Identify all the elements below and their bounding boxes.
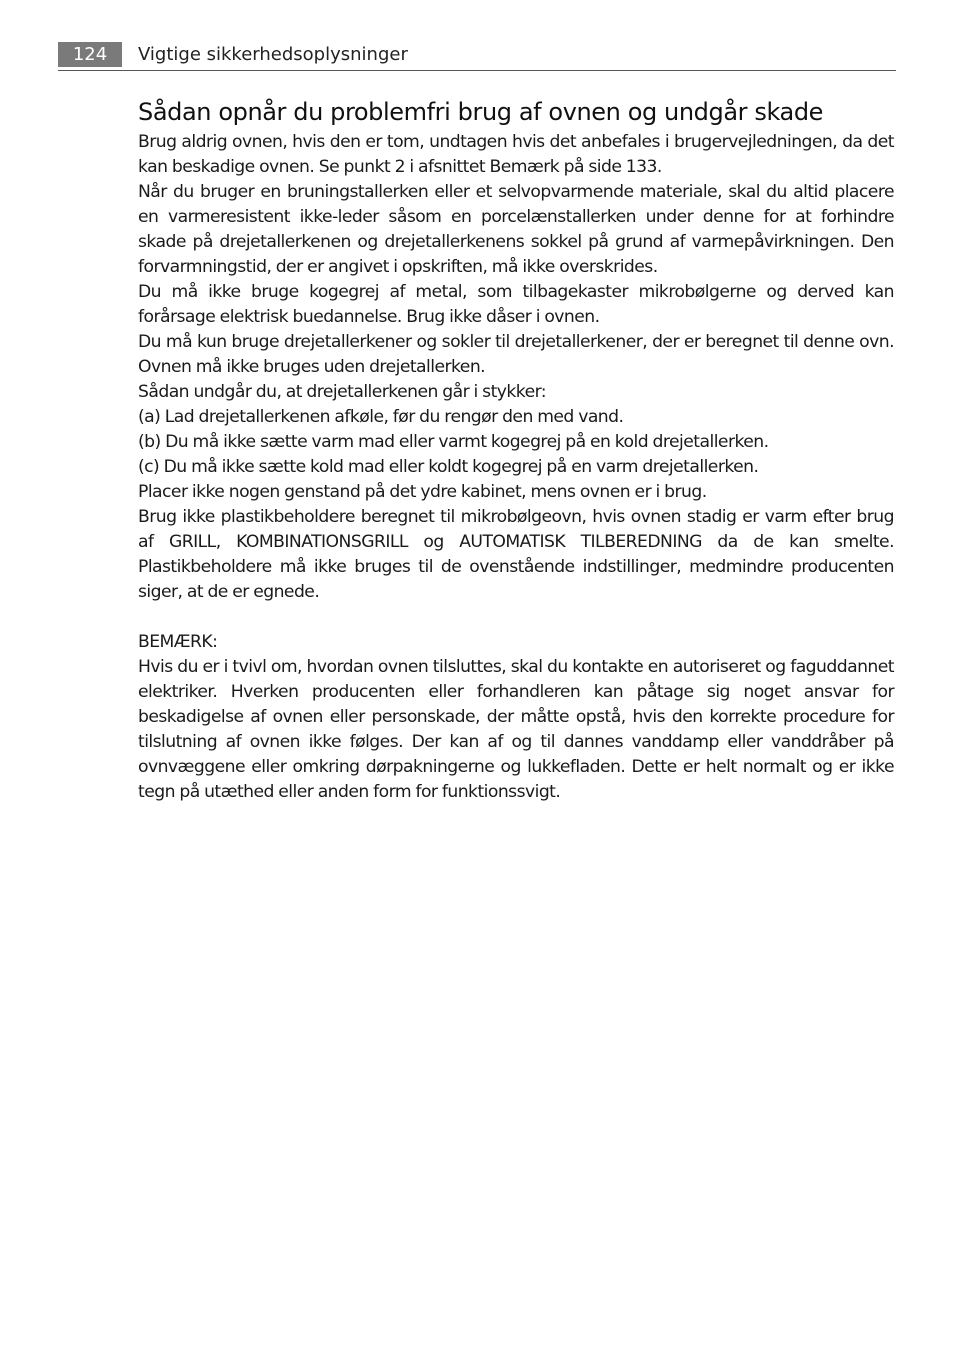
list-item-a: (a) Lad drejetallerkenen afkøle, før du rengør den med vand.	[138, 407, 624, 427]
paragraph: Brug ikke plastikbeholdere beregnet til mikrobølgeovn, hvis ovnen stadig er varm efter brug af GRILL, KOMBINATIONSGRILL og AUTOMATISK TILBEREDNING da de kan smelte. Plastikbeholdere må ikke bruges til de ovenstående indstillinger, medmindre producenten siger, at de er egnede.	[138, 507, 894, 602]
page-number: 124	[58, 42, 122, 67]
main-content	[138, 96, 894, 805]
paragraph: Sådan undgår du, at drejetallerkenen går i stykker:	[138, 382, 547, 402]
running-title: Vigtige sikkerhedsoplysninger	[138, 44, 408, 65]
list-item-c: (c) Du må ikke sætte kold mad eller koldt kogegrej på en varm drejetallerken.	[138, 457, 759, 477]
paragraph: Når du bruger en bruningstallerken eller et selvopvarmende materiale, skal du altid placere en varmeresistent ikke-leder såsom en porcelænstallerken under denne for at forhindre skade på drejetallerkenen og drejetallerkenens sokkel på grund af varmepåvirkningen. Den forvarmningstid, der er angivet i opskriften, må ikke overskrides.	[138, 182, 894, 277]
note-heading: BEMÆRK:	[138, 632, 218, 652]
spacer	[138, 605, 894, 630]
note-text: Hvis du er i tvivl om, hvordan ovnen tilsluttes, skal du kontakte en autoriseret og faguddannet elektriker. Hverken producenten eller forhandleren kan påtage sig noget ansvar for beskadigelse af ovnen eller personskade, der måtte opstå, hvis den korrekte procedure for tilslutning af ovnen ikke følges. Der kan af og til dannes vanddamp eller vanddråber på ovnvæggene eller omkring dørpakningerne og lukkefladen. Dette er helt normalt og er ikke tegn på utæthed eller anden form for funktionssvigt.	[138, 657, 894, 802]
paragraph: Du må kun bruge drejetallerkener og sokler til drejetallerkener, der er beregnet til denne ovn. Ovnen må ikke bruges uden drejetallerken.	[138, 332, 894, 377]
paragraph: Placer ikke nogen genstand på det ydre kabinet, mens ovnen er i brug.	[138, 482, 707, 502]
list-item-b: (b) Du må ikke sætte varm mad eller varmt kogegrej på en kold drejetallerken.	[138, 432, 769, 452]
page-header	[58, 40, 896, 71]
paragraph: Du må ikke bruge kogegrej af metal, som tilbagekaster mikrobølgerne og derved kan forårsage elektrisk buedannelse. Brug ikke dåser i ovnen.	[138, 282, 894, 327]
paragraph: Brug aldrig ovnen, hvis den er tom, undtagen hvis det anbefales i brugervejledningen, da det kan beskadige ovnen. Se punkt 2 i afsnittet Bemærk på side 133.	[138, 132, 894, 177]
section-title: Sådan opnår du problemfri brug af ovnen og undgår skade	[138, 98, 824, 126]
